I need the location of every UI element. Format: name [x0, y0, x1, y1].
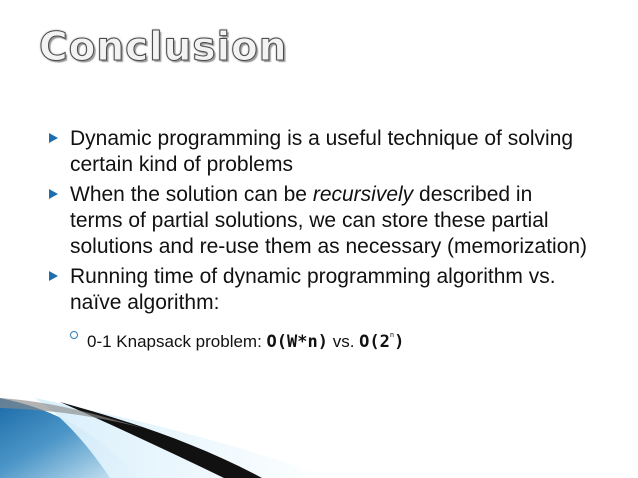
triangle-bullet-icon: [49, 189, 58, 199]
circle-bullet-icon: [70, 331, 78, 339]
triangle-bullet-icon: [49, 271, 58, 281]
bullet-item-2-italic: recursively: [312, 183, 414, 206]
bullet-item-3: [49, 264, 589, 353]
naive-complexity-exponent: n: [389, 331, 395, 339]
black-swoosh-shape: [60, 402, 262, 478]
light-swoosh-shape: [35, 398, 330, 478]
bullet-item-3-text: Running time of dynamic programming algorithm vs. naïve algorithm:: [70, 265, 556, 314]
gray-edge-shape: [0, 398, 143, 428]
bullet-list: [49, 126, 589, 357]
triangle-bullet-icon: [49, 133, 58, 143]
naive-complexity: [359, 332, 404, 352]
bullet-item-1: [49, 126, 589, 178]
bullet-item-1-text: Dynamic programming is a useful technique of solving certain kind of problems: [70, 127, 574, 176]
subbullet-list: [70, 324, 589, 353]
bullet-item-2-text-start: When the solution can be: [70, 183, 313, 206]
subbullet-prefix: 0-1 Knapsack problem:: [87, 332, 267, 351]
dp-complexity: O(W*n): [266, 332, 328, 352]
blue-corner-shape: [0, 398, 137, 478]
subbullet-item: [70, 324, 589, 353]
bullet-item-2: [49, 182, 589, 260]
page-title: Conclusion: [39, 25, 288, 70]
bullet-item-2-text-end: described in terms of partial solutions, we can store these partial solutions and re-use them as necessary (memorization): [70, 183, 588, 258]
naive-complexity-close: ): [394, 332, 405, 352]
naive-complexity-base: O(2: [359, 332, 390, 352]
subbullet-middle: vs.: [327, 332, 360, 351]
